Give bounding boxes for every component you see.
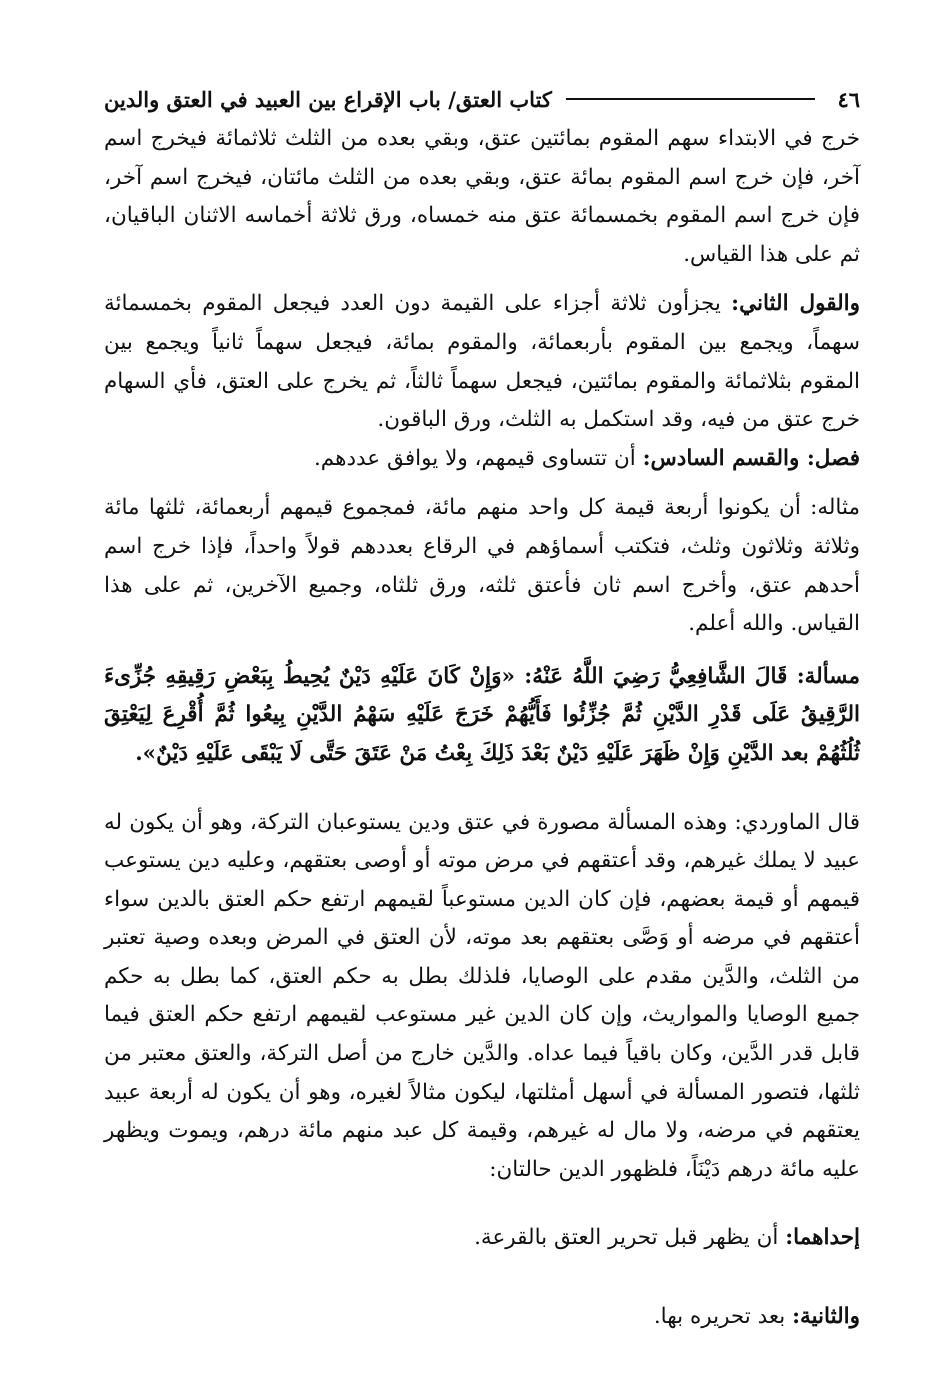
- paragraph-continuation: [104, 120, 860, 274]
- paragraph-text: أن تتساوى قيمهم، ولا يوافق عددهم.: [313, 445, 643, 471]
- paragraph-section-six: [104, 440, 860, 479]
- paragraph-second-opinion: [104, 285, 860, 439]
- header-rule: [566, 98, 816, 100]
- paragraph-lead: إحداهما:: [785, 1225, 860, 1251]
- paragraph-text: بعد تحريره بها.: [653, 1304, 793, 1330]
- quote-attribution: قَالَ الشَّافِعِيُّ: [668, 663, 797, 689]
- paragraph-text: خرج في الابتداء سهم المقوم بمائتين عتق، وبقي بعده من الثلث ثلاثمائة فيخرج اسم آخر، فإن خرج اسم المقوم بمائة عتق، وبقي بعده من الثلث مائتان، فيخرج اسم آخر، فإن خرج اسم المقوم بخمسمائة عتق منه خمساه، ورق ثلاثة أخماسه الاثنان الباقيان، ثم على هذا القياس.: [104, 126, 860, 267]
- page-body: [104, 120, 860, 1337]
- paragraph-text: مثاله: أن يكونوا أربعة قيمة كل واحد منهم مائة، فمجموع قيمهم أربعمائة، ثلثها مائة وثلاثة وثلاثون وثلث، فتكتب أسماؤهم في الرقاع بعددهم قولاً واحداً، فإذا خرج اسم أحدهم عتق، وأخرج اسم ثان فأعتق ثلثه، ورق ثلثاه، وجميع الآخرين، ثم على هذا القياس. والله أعلم.: [104, 495, 860, 637]
- running-header: [104, 82, 860, 116]
- paragraph-text: أن يظهر قبل تحرير العتق بالقرعة.: [474, 1225, 786, 1251]
- paragraph-lead: والقول الثاني:: [731, 291, 861, 317]
- paragraph-mawardi: [104, 804, 860, 1190]
- paragraph-example: [104, 489, 860, 643]
- paragraph-lead: والثانية:: [792, 1304, 860, 1330]
- quoted-text: رَضِيَ اللَّهُ عَنْهُ: «وَإِنْ كَانَ عَلَيْهِ دَيْنٌ يُحِيطُ بِبَعْضِ رَقِيقِهِ جُزِّىءَ الرَّقِيقُ عَلَى قَدْرِ الدَّيْنِ ثُمَّ جُزِّئُوا فَأَيُّهُمْ خَرَجَ عَلَيْهِ سَهْمُ الدَّيْنِ بِيعُوا ثُمَّ أُقْرِعَ لِيَعْتِقَ ثُلُثُهُمْ بعد الدَّيْنِ وَإِنْ ظَهَرَ عَلَيْهِ دَيْنٌ بَعْدَ ذَلِكَ بِعْتُ مَنْ عَتَقَ حَتَّى لَا يَبْقَى عَلَيْهِ دَيْنٌ».: [104, 663, 860, 766]
- paragraph-masala: [104, 658, 860, 774]
- paragraph-first-case: [104, 1219, 860, 1258]
- paragraph-second-case: [104, 1298, 860, 1337]
- header-title: كتاب العتق/ باب الإقراع بين العبيد في العتق والدين: [104, 86, 552, 112]
- page-number: ٤٦: [837, 86, 860, 112]
- paragraph-text: قال الماوردي: وهذه المسألة مصورة في عتق ودين يستوعبان التركة، وهو أن يكون له عبيد لا يملك غيرهم، وقد أعتقهم في مرض موته أو أوصى بعتقهم، وعليه دين يستوعب قيمهم أو قيمة بعضهم، فإن كان الدين مستوعباً لقيمهم ارتفع حكم العتق بالدين سواء أعتقهم في مرضه أو وَصَّى بعتقهم بعد موته، لأن العتق في المرض وبعده وصية تعتبر من الثلث، والدَّين مقدم على الوصايا، فلذلك بطل به حكم العتق، كما بطل به حكم جميع الوصايا والمواريث، وإن كان الدين غير مستوعب لقيمهم ارتفع حكم العتق فيما قابل قدر الدَّين، وكان باقياً فيما عداه. والدَّين خارج من أصل التركة، والعتق معتبر من ثلثها، فتصور المسألة في أسهل أمثلتها، ليكون مثالاً لغيره، وهو أن يكون له أربعة عبيد يعتقهم في مرضه، ولا مال له غيرهم، وقيمة كل عبد منهم مائة درهم، ويموت ويظهر عليه مائة درهم دَيْنَاً، فلظهور الدين حالتان:: [104, 809, 860, 1182]
- paragraph-lead: فصل: والقسم السادس:: [642, 445, 860, 471]
- paragraph-text: يجزأون ثلاثة أجزاء على القيمة دون العدد فيجعل المقوم بخمسمائة سهماً، ويجمع بين المقوم بأربعمائة، والمقوم بمائة، فيجعل سهماً ثانياً ويجمع بين المقوم بثلاثمائة والمقوم بمائتين، فيجعل سهماً ثالثاً، ثم يخرج على العتق، فأي السهام خرج عتق من فيه، وقد استكمل به الثلث، ورق الباقون.: [104, 291, 860, 433]
- paragraph-lead: مسألة:: [796, 663, 860, 689]
